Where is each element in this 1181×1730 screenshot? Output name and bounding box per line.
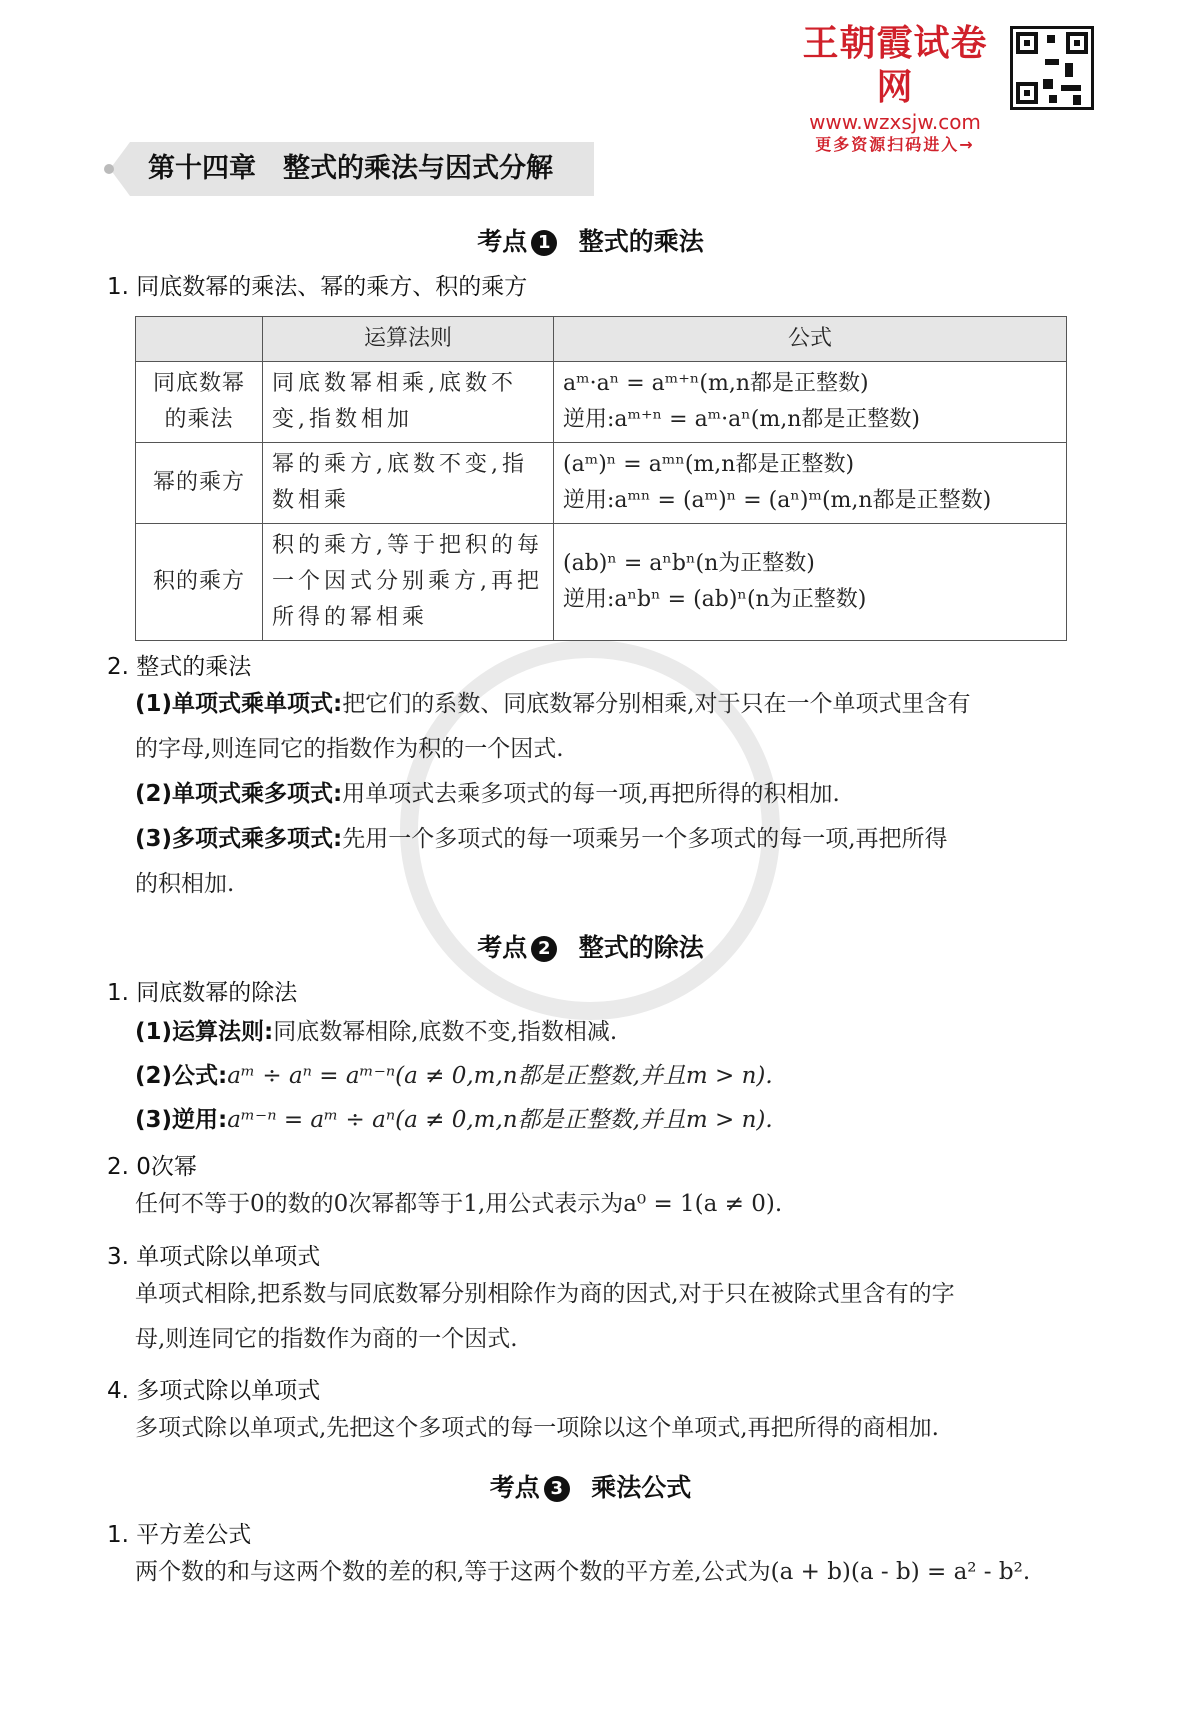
kaodian-title: 整式的乘法 (578, 227, 704, 256)
qr-code-icon[interactable] (1010, 26, 1094, 110)
para-text: aᵐ ÷ aⁿ = aᵐ⁻ⁿ(a ≠ 0,m,n都是正整数,并且m > n). (227, 1063, 773, 1089)
kaodian-1-heading (0, 222, 1181, 258)
formula-line: 逆用:aⁿbⁿ = (ab)ⁿ(n为正整数) (563, 587, 867, 612)
para-text: 母,则连同它的指数作为商的一个因式. (135, 1326, 518, 1352)
formula-line: (ab)ⁿ = aⁿbⁿ(n为正整数) (563, 551, 815, 576)
section-heading: 2. 整式的乘法 (107, 654, 252, 680)
kaodian-2-heading (0, 928, 1181, 964)
section-heading: 2. 0次幂 (107, 1154, 197, 1180)
section-heading: 1. 同底数幂的乘法、幂的乘方、积的乘方 (107, 274, 528, 300)
section-heading: 1. 平方差公式 (107, 1522, 252, 1548)
kaodian-3-heading (0, 1468, 1181, 1504)
paragraph (135, 1272, 955, 1362)
formula-line: (aᵐ)ⁿ = aᵐⁿ(m,n都是正整数) (563, 452, 855, 477)
formula-line: 逆用:aᵐ⁺ⁿ = aᵐ·aⁿ(m,n都是正整数) (563, 407, 920, 432)
para-label: (2)公式: (135, 1063, 228, 1089)
table-cell-rule: 同底数幂相乘,底数不变,指数相加 (263, 362, 554, 443)
kaodian-title: 整式的除法 (578, 933, 704, 962)
table-cell-rule: 积的乘方,等于把积的每一个因式分别乘方,再把所得的幂相乘 (263, 524, 554, 641)
rules-table (135, 316, 1067, 641)
para-label: (3)多项式乘多项式: (135, 826, 343, 852)
section-heading: 1. 同底数幂的除法 (107, 980, 298, 1006)
para-text: 把它们的系数、同底数幂分别相乘,对于只在一个单项式里含有 (342, 691, 971, 717)
para-text: 单项式相除,把系数与同底数幂分别相除作为商的因式,对于只在被除式里含有的字 (135, 1281, 955, 1307)
para-label: (1)运算法则: (135, 1019, 274, 1045)
table-cell-rule: 幂的乘方,底数不变,指数相乘 (263, 443, 554, 524)
table-row (136, 362, 1067, 443)
kaodian-number-icon: 3 (544, 1476, 570, 1502)
table-cell-name: 同底数幂的乘法 (136, 362, 263, 443)
kaodian-prefix: 考点 (477, 227, 528, 256)
para-text: 同底数幂相除,底数不变,指数相减. (273, 1019, 618, 1045)
brand-url: www.wzxsjw.com (809, 110, 981, 134)
para-text: aᵐ⁻ⁿ = aᵐ ÷ aⁿ(a ≠ 0,m,n都是正整数,并且m > n). (227, 1107, 773, 1133)
table-header: 运算法则 (263, 317, 554, 362)
kaodian-number-icon: 2 (531, 936, 557, 962)
section-heading: 4. 多项式除以单项式 (107, 1378, 321, 1404)
chapter-title: 第十四章 整式的乘法与因式分解 (148, 153, 553, 184)
para-label: (1)单项式乘单项式: (135, 691, 343, 717)
paragraph (135, 1010, 773, 1142)
kaodian-prefix: 考点 (489, 1473, 540, 1502)
formula-line: aᵐ·aⁿ = aᵐ⁺ⁿ(m,n都是正整数) (563, 371, 869, 396)
chapter-dot-icon (104, 164, 114, 174)
para-label: (3)逆用: (135, 1107, 228, 1133)
para-text: 两个数的和与这两个数的差的积,等于这两个数的平方差,公式为(a + b)(a - b) = a² - b². (135, 1559, 1031, 1585)
table-header (136, 317, 263, 362)
para-label: (2)单项式乘多项式: (135, 781, 343, 807)
para-text: 多项式除以单项式,先把这个多项式的每一项除以这个单项式,再把所得的商相加. (135, 1415, 939, 1441)
para-text: 的字母,则连同它的指数作为积的一个因式. (135, 736, 564, 762)
para-text: 的积相加. (135, 871, 235, 897)
para-text: 任何不等于0的数的0次幂都等于1,用公式表示为a⁰ = 1(a ≠ 0). (135, 1191, 783, 1217)
kaodian-number-icon: 1 (531, 230, 557, 256)
brand-sub: 更多资源扫码进入→ (815, 135, 975, 154)
table-header-row (136, 317, 1067, 362)
section-heading: 3. 单项式除以单项式 (107, 1244, 321, 1270)
para-text: 用单项式去乘多项式的每一项,再把所得的积相加. (342, 781, 840, 807)
table-cell-name: 幂的乘方 (136, 443, 263, 524)
kaodian-title: 乘法公式 (591, 1473, 692, 1502)
kaodian-prefix: 考点 (477, 933, 528, 962)
paragraph (135, 682, 971, 907)
formula-line: 逆用:aᵐⁿ = (aᵐ)ⁿ = (aⁿ)ᵐ(m,n都是正整数) (563, 488, 992, 513)
brand-name: 王朝霞试卷网 (802, 23, 988, 108)
table-cell-formula (554, 524, 1067, 641)
brand-logo (795, 22, 995, 156)
table-cell-name: 积的乘方 (136, 524, 263, 641)
table-cell-formula (554, 362, 1067, 443)
para-text: 先用一个多项式的每一项乘另一个多项式的每一项,再把所得 (342, 826, 948, 852)
table-header: 公式 (554, 317, 1067, 362)
table-row (136, 524, 1067, 641)
table-row (136, 443, 1067, 524)
table-cell-formula (554, 443, 1067, 524)
